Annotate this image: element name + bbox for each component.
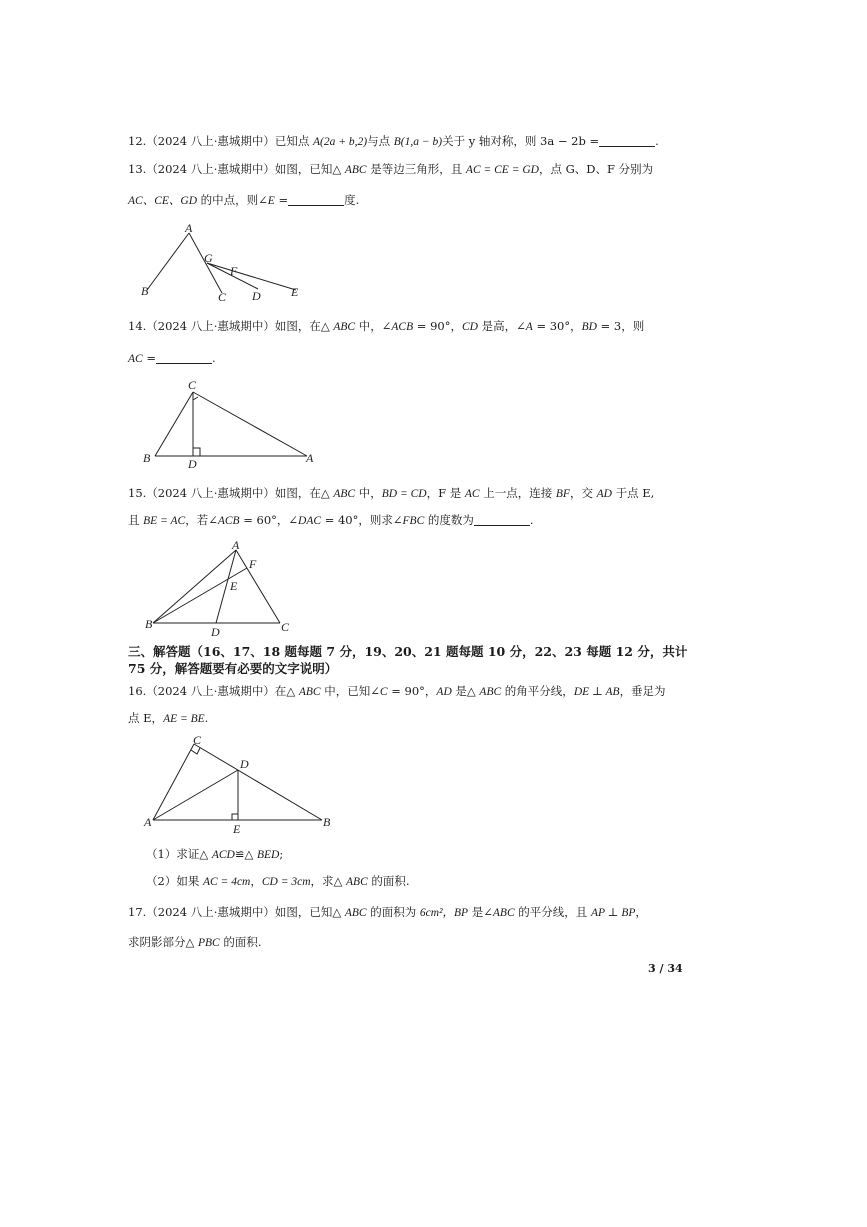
section-title: 三、解答题（16、17、18 题每题 7 分，19、20、21 题每题 10 分，22、23 每题 12 分，共计 75 分，解答题要有必要的文字说明） <box>128 644 688 676</box>
q16-tail: ，垂足为 <box>619 684 666 698</box>
q13-eq: AC = CE = GD <box>465 164 539 176</box>
q17-end2: 的面积. <box>219 935 262 949</box>
q16-part2-prefix: （2）如果 <box>146 874 203 888</box>
q16-90: = 90°， <box>387 684 437 698</box>
q16-part2-cd: CD = 3cm <box>261 876 311 888</box>
q16-part2-end: 的面积. <box>367 874 410 888</box>
q16-part1-cong: ≌△ <box>234 847 257 861</box>
q15-ac: AC <box>464 488 480 500</box>
q15-acb: ACB <box>217 515 240 527</box>
label-b: B <box>323 815 331 829</box>
q14-acb: ACB <box>391 321 414 333</box>
q15-e: 于点 E, <box>611 486 655 500</box>
label-c: C <box>193 733 202 747</box>
q13-e: E <box>267 195 275 207</box>
q14-30: = 30°， <box>532 319 582 333</box>
q16-abc2: ABC <box>479 686 502 698</box>
segment-ad <box>153 770 238 820</box>
q17-area: 的面积为 <box>366 905 420 919</box>
label-c: C <box>188 378 197 392</box>
q13-end: 度. <box>344 193 360 207</box>
q13-segs: AC、CE、GD <box>128 195 197 207</box>
q16-part2-sep: ， <box>250 874 262 888</box>
q16-de: DE ⊥ AB <box>573 686 620 698</box>
q17-apbp: AP ⊥ BP <box>590 907 636 919</box>
q17-is: 是∠ <box>468 905 493 919</box>
q14-high: 是高，∠ <box>477 319 526 333</box>
q15-abc: ABC <box>333 488 356 500</box>
q16-abc: ABC <box>298 686 321 698</box>
q16-part2 <box>146 873 410 890</box>
q12-end: . <box>655 134 659 148</box>
q14-abc: ABC <box>333 321 356 333</box>
label-c: C <box>218 290 227 304</box>
q13-tail: ，点 G、D、F 分别为 <box>538 162 654 176</box>
q16-part1 <box>146 846 283 863</box>
label-b: B <box>141 284 149 298</box>
q17-bis: 的平分线，且 <box>514 905 591 919</box>
q17-line2-text: 求阴影部分△ <box>128 935 198 949</box>
q12-mid: 与点 <box>367 134 394 148</box>
label-e: E <box>291 285 299 299</box>
q13-abc: ABC <box>344 164 367 176</box>
label-d: D <box>252 289 261 303</box>
q15-dac: DAC <box>298 515 322 527</box>
q13-mid2: 的中点，则∠ <box>197 193 268 207</box>
q15-40: = 40°，则求∠ <box>321 513 403 527</box>
q16-part1-prefix: （1）求证△ <box>146 847 212 861</box>
label-d: D <box>240 757 249 771</box>
label-d: D <box>211 625 220 639</box>
q15-bdcd: BD = CD <box>381 488 427 500</box>
label-a: A <box>185 221 193 235</box>
q15-up: 上一点，连接 <box>479 486 556 500</box>
q15-bf: BF <box>555 488 570 500</box>
segment-ac <box>153 744 194 820</box>
q16-prefix: 16.（2024 八上·惠城期中）在△ <box>128 684 299 698</box>
q12-b-expr: B(1,a − b) <box>393 136 443 148</box>
label-c: C <box>281 620 290 634</box>
q15-60: = 60°，∠ <box>239 513 299 527</box>
q14-bd: BD <box>581 321 597 333</box>
label-a: A <box>232 538 240 552</box>
q13-eq2: = <box>274 193 289 207</box>
q16-aebe: AE = BE <box>163 713 205 725</box>
q15-fbc: FBC <box>402 515 425 527</box>
q14-eq: = <box>142 351 156 365</box>
label-b: B <box>143 451 151 465</box>
q15-end: . <box>529 513 534 527</box>
q13-mid: 是等边三角形，且 <box>366 162 466 176</box>
label-e: E <box>230 579 238 593</box>
label-e: E <box>233 822 241 836</box>
q14-3: = 3，则 <box>596 319 645 333</box>
q15-f: ，F 是 <box>426 486 465 500</box>
q17-abc: ABC <box>344 907 367 919</box>
q16-part2-abc: ABC <box>346 876 368 888</box>
q17-line1 <box>128 904 647 921</box>
q17-prefix: 17.（2024 八上·惠城期中）如图，已知△ <box>128 905 345 919</box>
q12-tail: 关于 y 轴对称，则 3a − 2b = <box>442 134 600 148</box>
q16-prefix2: 点 E， <box>128 711 164 725</box>
q16-bis: 的角平分线， <box>501 684 574 698</box>
q12-prefix: 12.（2024 八上·惠城期中）已知点 <box>128 134 314 148</box>
q16-part2-ac: AC = 4cm <box>202 876 251 888</box>
q14-mid: 中，∠ <box>355 319 392 333</box>
label-a: A <box>144 815 152 829</box>
q17-abc2: ABC <box>492 907 515 919</box>
label-f: F <box>230 264 238 278</box>
q16-part1-acd: ACD <box>211 849 235 861</box>
label-f: F <box>249 557 257 571</box>
q15-beac: BE = AC <box>143 515 186 527</box>
q16-end: . <box>204 711 209 725</box>
q14-prefix: 14.（2024 八上·惠城期中）如图，在△ <box>128 319 334 333</box>
label-b: B <box>145 617 153 631</box>
q15-tail: 的度数为 <box>424 513 474 527</box>
right-angle-mark-e <box>232 814 238 820</box>
q14-90: = 90°， <box>413 319 462 333</box>
q16-c: C <box>379 686 388 698</box>
q16-ad: AD <box>436 686 452 698</box>
q13-prefix: 13.（2024 八上·惠城期中）如图，已知△ <box>128 162 345 176</box>
q14-ac: AC <box>128 353 143 365</box>
q16-mid: 中，已知∠ <box>320 684 380 698</box>
q14-cd: CD <box>461 321 478 333</box>
q12-a-expr: A(2a + b,2) <box>313 136 368 148</box>
page-number: 3 / 34 <box>648 962 683 975</box>
label-d: D <box>188 457 197 471</box>
q16-part2-tail: ，求△ <box>310 874 347 888</box>
q17-pbc: PBC <box>198 937 220 949</box>
label-a: A <box>306 451 314 465</box>
q15-prefix: 15.（2024 八上·惠城期中）如图，在△ <box>128 486 334 500</box>
q16-is: 是△ <box>451 684 480 698</box>
label-g: G <box>204 251 213 265</box>
q16-part1-bed: BED <box>256 849 280 861</box>
q15-ad: AD <box>596 488 612 500</box>
q17-line2 <box>128 934 262 951</box>
q15-mid: 中， <box>355 486 382 500</box>
q15-prefix2: 且 <box>128 513 144 527</box>
q16-part1-end: ; <box>279 847 284 861</box>
q15-jiao: ，交 <box>569 486 597 500</box>
q17-bp: ，BP <box>442 907 469 919</box>
q17-end: ， <box>635 905 647 919</box>
right-angle-mark-c <box>191 748 200 754</box>
segment-cb <box>194 744 322 820</box>
q14-end: . <box>212 351 216 365</box>
q17-6cm: 6cm² <box>419 907 443 919</box>
q14-a: A <box>525 321 533 333</box>
q15-mid2: ，若∠ <box>185 513 218 527</box>
